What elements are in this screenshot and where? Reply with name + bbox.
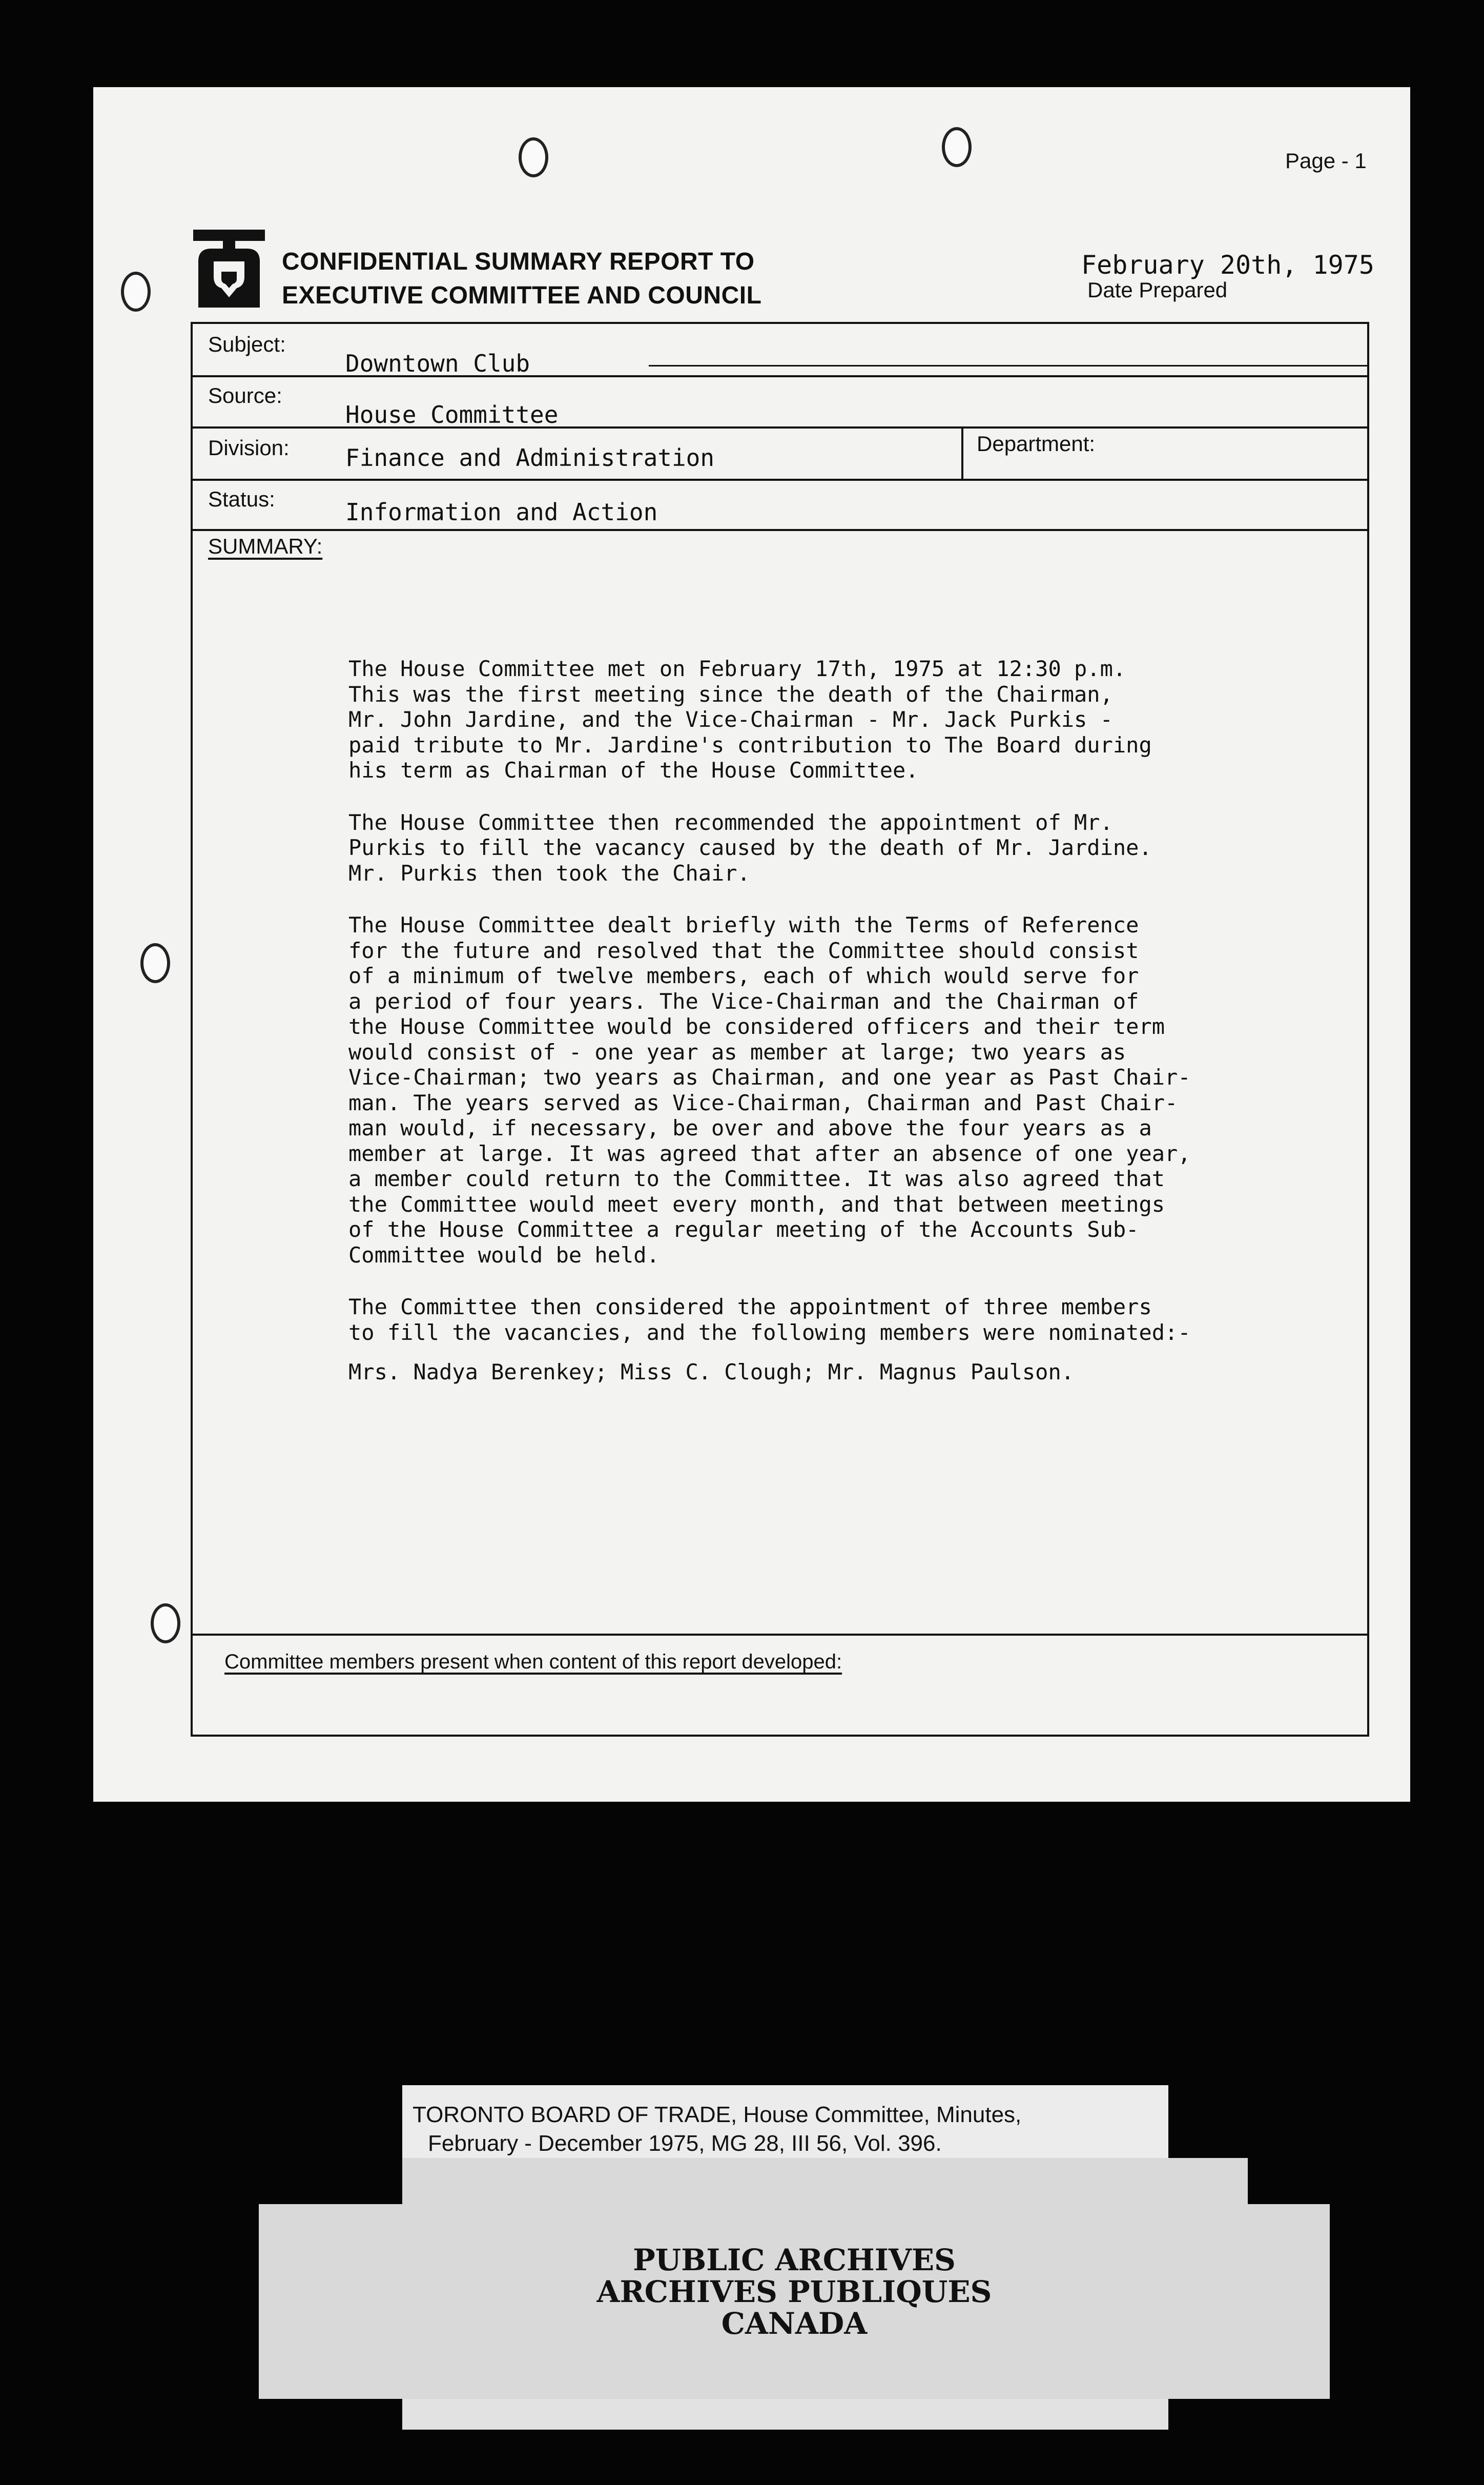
archive-reference-line-1: TORONTO BOARD OF TRADE, House Committee, Minutes, <box>413 2102 1022 2127</box>
source-value: House Committee <box>345 401 559 429</box>
subject-value: Downtown Club <box>345 350 530 377</box>
division-label: Division: <box>208 436 290 460</box>
committee-members-label: Committee members present when content of this report developed: <box>224 1651 842 1673</box>
summary-paragraph-3: The House Committee dealt briefly with the Terms of Reference for the future and resolved that the Committee should consist of a minimum of twelve members, each of which would serve for a period of four years. The Vice-Chairman and the Chairman of the House Committee would be considered officers and their term would consist of - one year as member at large; two years as Vice-Chairman; two years as Chairman, and one year as Past Chair- man. The years served as Vice-Chairman, Chairman and Past Chair- man would, if necessary, be over and above the four years as a member at large. It was agreed that after an absence of one year, a member could return to the Committee. It was also agreed that the Committee would meet every month, and that between meetings of the House Committee a regular meeting of the Accounts Sub- Committee would be held. <box>348 912 1191 1268</box>
subject-underline <box>649 365 1367 366</box>
board-of-trade-logo-icon <box>191 226 267 313</box>
summary-body <box>348 656 1322 1412</box>
summary-paragraph-1: The House Committee met on February 17th, 1975 at 12:30 p.m. This was the first meeting since the death of the Chairman, Mr. John Jardine, and the Vice-Chairman - Mr. Jack Purkis - paid tribute to Mr. Jardine's contribution to The Board during his term as Chairman of the House Committee. <box>348 656 1152 783</box>
report-sheet <box>93 87 1410 1802</box>
form-divider <box>193 1634 1367 1636</box>
archive-reference-label <box>402 2085 1168 2167</box>
form-divider <box>193 479 1367 481</box>
summary-paragraph-2: The House Committee then recommended the appointment of Mr. Purkis to fill the vacancy caused by the death of Mr. Jardine. Mr. Purkis then took the Chair. <box>348 809 1152 886</box>
date-prepared-value: February 20th, 1975 <box>1081 250 1374 280</box>
summary-paragraph-4: The Committee then considered the appointment of three members to fill the vacancies, and the following members were nominated:- <box>348 1294 1191 1345</box>
stamp-line-3: CANADA <box>721 2306 868 2341</box>
punch-hole-icon <box>121 272 151 312</box>
subject-label: Subject: <box>208 332 286 356</box>
source-label: Source: <box>208 383 282 408</box>
stamp-line-2: ARCHIVES PUBLIQUES <box>596 2274 992 2309</box>
archives-stamp-text <box>259 2244 1330 2339</box>
stamp-line-1: PUBLIC ARCHIVES <box>633 2243 956 2277</box>
stamp-tab <box>259 2158 402 2204</box>
report-title-line-1: CONFIDENTIAL SUMMARY REPORT TO <box>282 248 755 275</box>
page-number: Page - 1 <box>1285 149 1367 173</box>
archives-stamp <box>259 2158 1330 2399</box>
date-prepared-label: Date Prepared <box>1087 278 1228 302</box>
status-value: Information and Action <box>345 498 658 526</box>
punch-hole-icon <box>519 137 548 177</box>
report-title <box>282 245 761 313</box>
archive-reference-line-2: February - December 1975, MG 28, III 56, Vol. 396. <box>428 2131 942 2156</box>
division-value: Finance and Administration <box>345 444 715 472</box>
bottom-strip <box>402 2399 1168 2430</box>
form-divider-vertical <box>961 426 963 479</box>
form-divider <box>193 529 1367 531</box>
stamp-tab <box>1248 2158 1330 2204</box>
report-title-line-2: EXECUTIVE COMMITTEE AND COUNCIL <box>282 282 762 309</box>
punch-hole-icon <box>151 1603 180 1643</box>
nominated-members: Mrs. Nadya Berenkey; Miss C. Clough; Mr. Magnus Paulson. <box>348 1359 1075 1384</box>
punch-hole-icon <box>942 127 972 167</box>
summary-label: SUMMARY: <box>208 534 323 558</box>
punch-hole-icon <box>140 943 170 983</box>
status-label: Status: <box>208 487 275 511</box>
department-label: Department: <box>977 432 1096 456</box>
